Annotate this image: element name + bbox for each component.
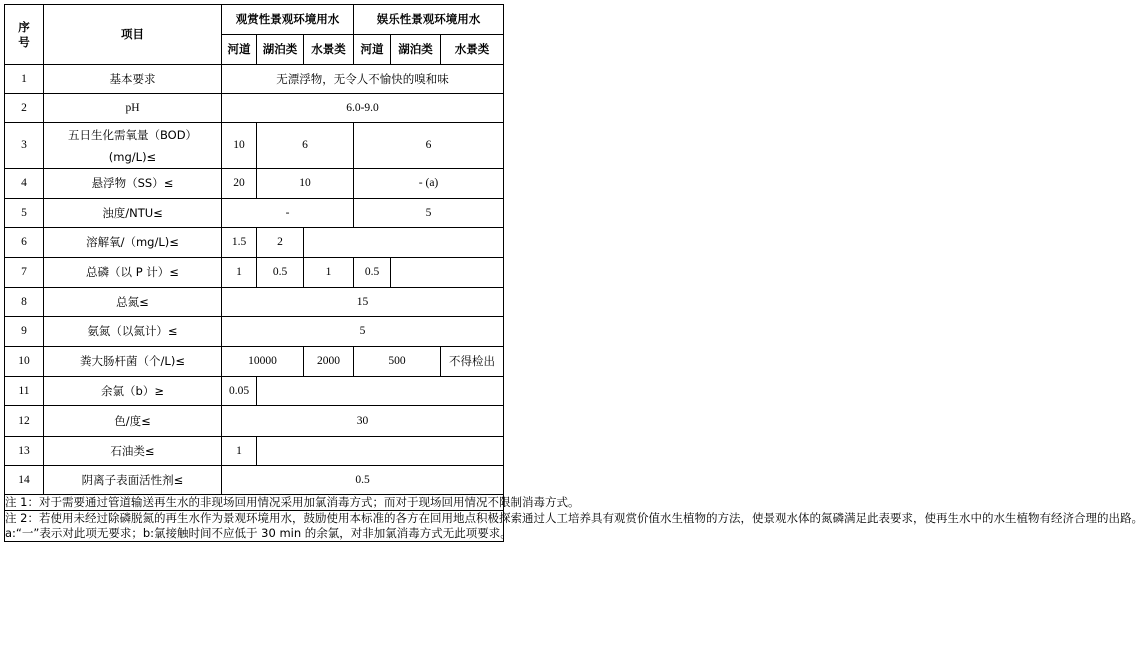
row-empty-area [304, 228, 504, 258]
row-item: 浊度/NTU≤ [44, 199, 222, 228]
table-row [5, 94, 504, 123]
row-item: 粪大肠杆菌（个/L)≤ [44, 347, 222, 377]
row-value-river-1: 10 [222, 123, 257, 169]
row-value-river-1: 0.05 [222, 377, 257, 406]
row-item: 基本要求 [44, 65, 222, 94]
water-quality-standards-table [4, 4, 1143, 542]
row-item: 余氯（b）≥ [44, 377, 222, 406]
row-value-river-1: 20 [222, 169, 257, 199]
row-item-line-1: 五日生化需氧量（BOD） [67, 127, 198, 142]
row-number: 12 [5, 406, 44, 437]
table-row [5, 317, 504, 347]
row-value: 6.0-9.0 [222, 94, 504, 123]
note-2-and-footnote [5, 510, 1143, 541]
row-number: 4 [5, 169, 44, 199]
table-row [5, 65, 504, 94]
row-item: 氨氮（以氮计）≤ [44, 317, 222, 347]
row-item: 石油类≤ [44, 437, 222, 466]
row-number: 11 [5, 377, 44, 406]
header-sub-waterscape-2: 水景类 [441, 35, 504, 65]
row-value-river-lake-2: 500 [354, 347, 441, 377]
table-row [5, 199, 504, 228]
row-number: 8 [5, 288, 44, 317]
header-seq-bottom: 号 [18, 34, 30, 49]
row-value-lake-1: 2 [257, 228, 304, 258]
note-row-1 [5, 495, 504, 511]
header-sub-river-2: 河道 [354, 35, 391, 65]
header-sub-waterscape-1: 水景类 [304, 35, 354, 65]
header-item: 项目 [44, 5, 222, 65]
row-item: pH [44, 94, 222, 123]
table-row [5, 123, 504, 169]
row-number: 14 [5, 466, 44, 495]
row-value-waterscape-2: 不得检出 [441, 347, 504, 377]
row-value: 无漂浮物，无令人不愉快的嗅和味 [222, 65, 504, 94]
table-row [5, 169, 504, 199]
header-sub-lake-2: 湖泊类 [391, 35, 441, 65]
table-row [5, 288, 504, 317]
row-number: 3 [5, 123, 44, 169]
row-item [44, 123, 222, 169]
row-item: 总氮≤ [44, 288, 222, 317]
row-empty-area [391, 258, 504, 288]
row-value: 30 [222, 406, 504, 437]
row-value-waterscape-1: 2000 [304, 347, 354, 377]
row-value: 15 [222, 288, 504, 317]
table-row [5, 228, 504, 258]
footnote-ab: a:“一”表示对此项无要求；b:氯接触时间不应低于 30 min 的余氯，对非加氯消毒方式无此项要求。 [5, 525, 512, 540]
row-number: 5 [5, 199, 44, 228]
table-row [5, 347, 504, 377]
row-number: 2 [5, 94, 44, 123]
table-row [5, 437, 504, 466]
header-recreational-water: 娱乐性景观环境用水 [354, 5, 504, 35]
table-row [5, 466, 504, 495]
row-value-recreational: - (a) [354, 169, 504, 199]
note-2: 注 2：若使用未经过除磷脱氮的再生水作为景观环境用水，鼓励使用本标准的各方在回用地点积极探索通过人工培养具有观赏价值水生植物的方法，使景观水体的氮磷满足此表要求，使再生水中的水生植物有经济合理的出路。 [5, 510, 1143, 525]
header-ornamental-water: 观赏性景观环境用水 [222, 5, 354, 35]
row-value-lake-1: 0.5 [257, 258, 304, 288]
row-value-river-lake-1: 10000 [222, 347, 304, 377]
row-value-river-1: 1.5 [222, 228, 257, 258]
header-row-1 [5, 5, 504, 35]
row-item-line-2: (mg/L)≤ [108, 149, 157, 164]
row-value-ornamental: - [222, 199, 354, 228]
row-value-river-1: 1 [222, 258, 257, 288]
row-number: 7 [5, 258, 44, 288]
row-number: 10 [5, 347, 44, 377]
row-item: 溶解氧/（mg/L)≤ [44, 228, 222, 258]
row-value-river-1: 1 [222, 437, 257, 466]
row-number: 1 [5, 65, 44, 94]
header-seq-top: 序 [18, 19, 30, 34]
row-number: 13 [5, 437, 44, 466]
row-empty-area [257, 437, 504, 466]
row-item: 悬浮物（SS）≤ [44, 169, 222, 199]
row-value-recreational: 6 [354, 123, 504, 169]
note-row-2 [5, 510, 504, 541]
row-value-lake-waterscape-1: 6 [257, 123, 354, 169]
header-sub-river-1: 河道 [222, 35, 257, 65]
row-value-lake-waterscape-1: 10 [257, 169, 354, 199]
row-number: 9 [5, 317, 44, 347]
table-row [5, 258, 504, 288]
row-item: 色/度≤ [44, 406, 222, 437]
note-1: 注 1：对于需要通过管道输送再生水的非现场回用情况采用加氯消毒方式；而对于现场回用情况不限制消毒方式。 [5, 495, 580, 509]
row-value: 0.5 [222, 466, 504, 495]
header-sub-lake-1: 湖泊类 [257, 35, 304, 65]
table-row [5, 377, 504, 406]
row-value: 5 [222, 317, 504, 347]
row-empty-area [257, 377, 504, 406]
table-row [5, 406, 504, 437]
header-seq [5, 5, 44, 65]
row-item: 阴离子表面活性剂≤ [44, 466, 222, 495]
row-value-recreational: 5 [354, 199, 504, 228]
row-value-waterscape-1: 1 [304, 258, 354, 288]
row-value-river-2: 0.5 [354, 258, 391, 288]
row-number: 6 [5, 228, 44, 258]
row-item: 总磷（以 P 计）≤ [44, 258, 222, 288]
